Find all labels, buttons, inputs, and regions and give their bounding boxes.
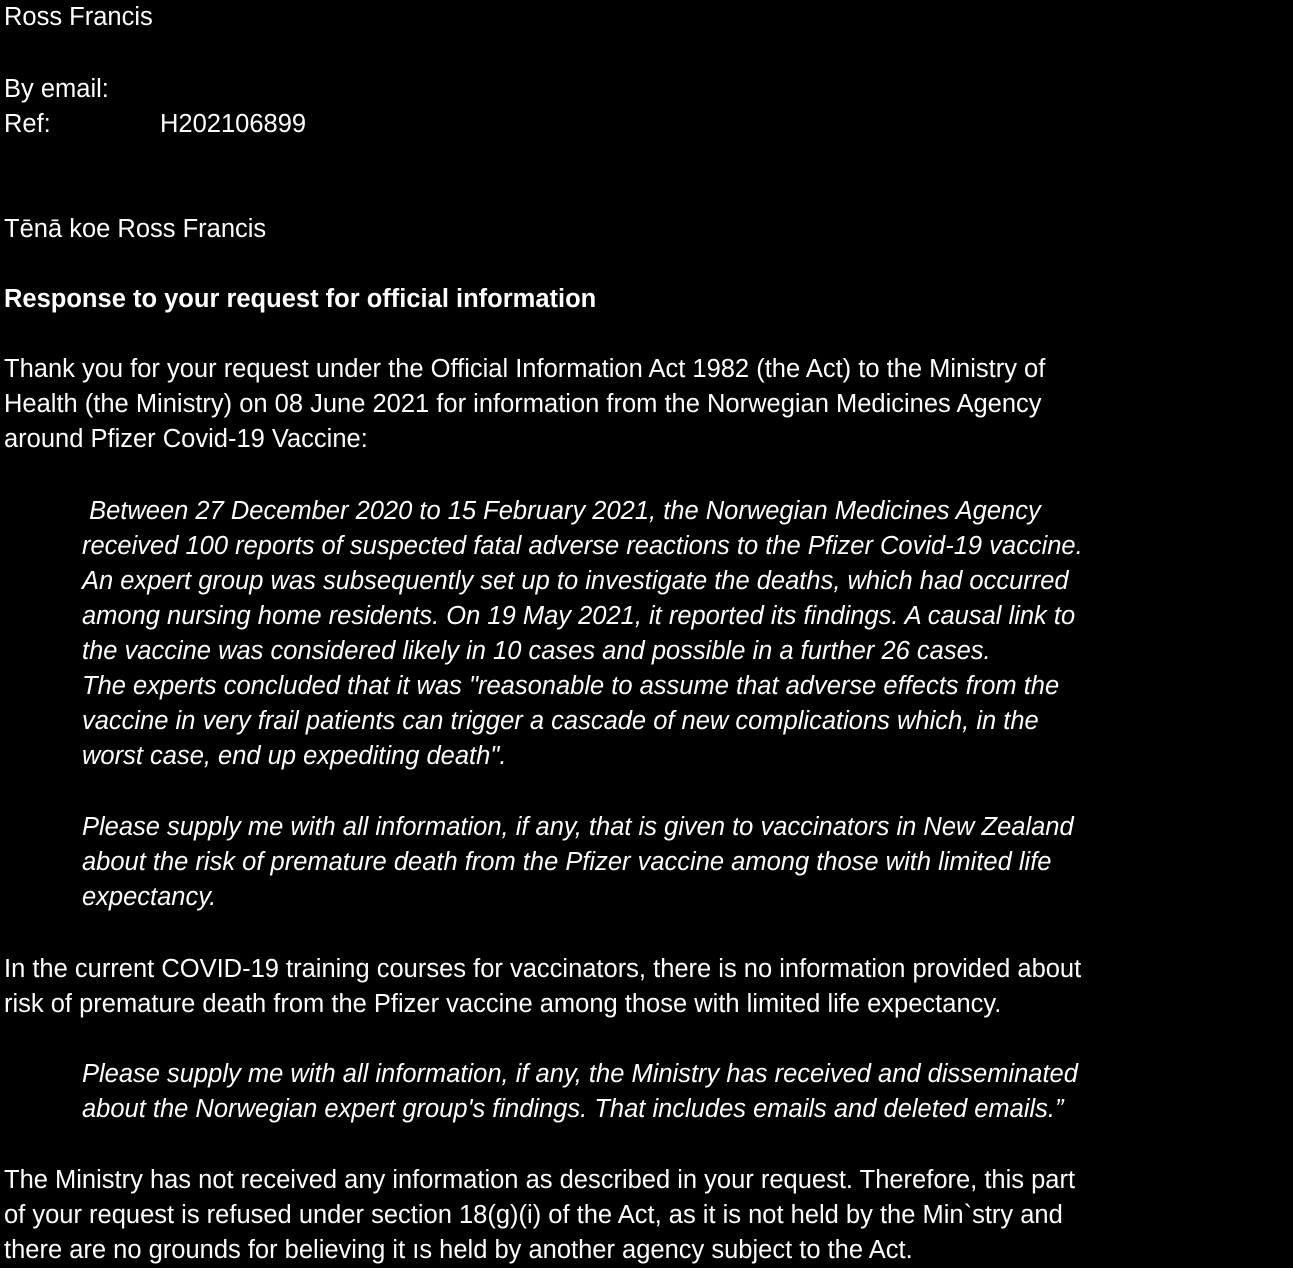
ref-label: Ref: xyxy=(4,110,51,138)
quote-line: among nursing home residents. On 19 May 2021, it reported its findings. A causal link to xyxy=(82,602,1076,630)
quote-line: about the risk of premature death from the Pfizer vaccine among those with limited life xyxy=(82,848,1052,876)
response-line: The Ministry has not received any information as described in your request. Therefore, this part xyxy=(4,1166,1076,1194)
intro-line: around Pfizer Covid-19 Vaccine: xyxy=(4,425,368,453)
recipient-name: Ross Francis xyxy=(4,3,153,31)
response-paragraph-1 xyxy=(4,952,1081,1022)
intro-line: Health (the Ministry) on 08 June 2021 for information from the Norwegian Medicines Agency xyxy=(4,390,1042,418)
quote-line: Between 27 December 2020 to 15 February 2021, the Norwegian Medicines Agency xyxy=(82,497,1041,525)
quote-line: The experts concluded that it was "reasonable to assume that adverse effects from the xyxy=(82,672,1060,700)
quote-line: expectancy. xyxy=(82,883,217,911)
intro-paragraph xyxy=(4,352,1045,457)
quote-block-2 xyxy=(82,810,1074,915)
quote-block-1 xyxy=(82,494,1083,774)
response-paragraph-2 xyxy=(4,1163,1075,1268)
quote-line: worst case, end up expediting death". xyxy=(82,742,507,770)
quote-block-3 xyxy=(82,1057,1078,1127)
greeting: Tēnā koe Ross Francis xyxy=(4,215,267,243)
ref-value: H202106899 xyxy=(160,110,307,138)
response-line: In the current COVID-19 training courses for vaccinators, there is no information provided about xyxy=(4,955,1082,983)
quote-line: about the Norwegian expert group's findings. That includes emails and deleted emails.” xyxy=(82,1095,1064,1123)
quote-line: vaccine in very frail patients can trigger a cascade of new complications which, in the xyxy=(82,707,1039,735)
quote-line: Please supply me with all information, if any, the Ministry has received and disseminated xyxy=(82,1060,1078,1088)
response-line: there are no grounds for believing it ıs held by another agency subject to the Act. xyxy=(4,1236,913,1264)
quote-line: the vaccine was considered likely in 10 cases and possible in a further 26 cases. xyxy=(82,637,991,665)
quote-line: Please supply me with all information, if any, that is given to vaccinators in New Zealand xyxy=(82,813,1074,841)
intro-line: Thank you for your request under the Official Information Act 1982 (the Act) to the Ministry of xyxy=(4,355,1046,383)
by-email-label: By email: xyxy=(4,75,109,103)
response-line: of your request is refused under section 18(g)(i) of the Act, as it is not held by the Min`stry and xyxy=(4,1201,1063,1229)
quote-line: received 100 reports of suspected fatal adverse reactions to the Pfizer Covid-19 vaccine. xyxy=(82,532,1083,560)
quote-line: An expert group was subsequently set up to investigate the deaths, which had occurred xyxy=(82,567,1069,595)
response-line: risk of premature death from the Pfizer vaccine among those with limited life expectancy. xyxy=(4,990,1002,1018)
letter-heading: Response to your request for official information xyxy=(4,285,597,313)
